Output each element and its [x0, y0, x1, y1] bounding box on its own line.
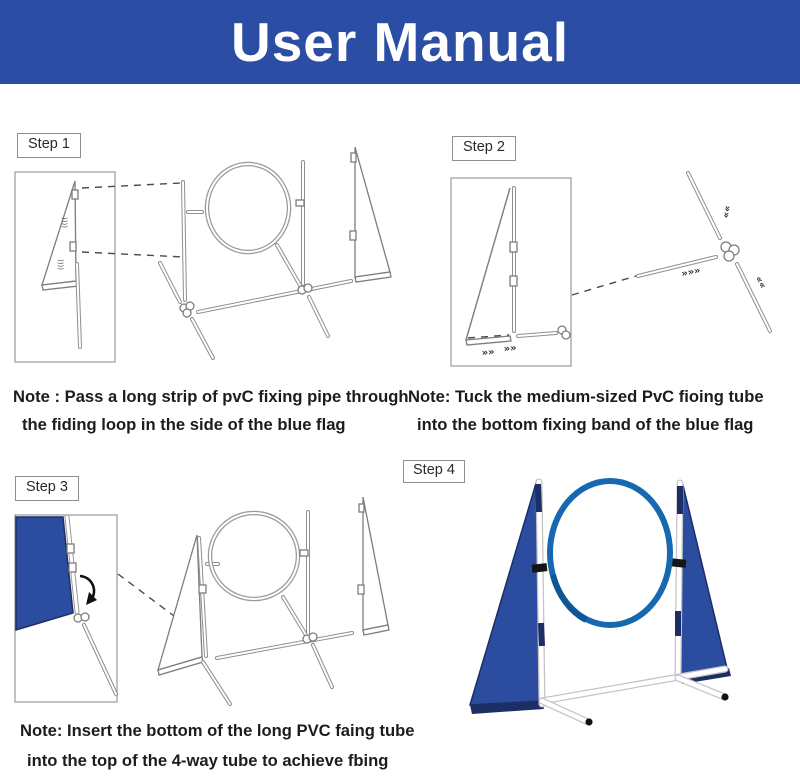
upright-base-drawing — [198, 162, 351, 336]
svg-text:»»: »» — [503, 342, 518, 355]
assembled-jump — [470, 480, 731, 726]
header-banner — [0, 0, 800, 84]
dashed-guide-line — [572, 276, 636, 295]
page-title: User Manual — [230, 10, 570, 73]
step1-illustration — [10, 140, 400, 380]
svg-text:((((: (((( — [61, 217, 69, 228]
tall-flag-drawing — [350, 147, 391, 282]
blue-hoop — [550, 481, 670, 625]
hoop-clamp-left — [532, 563, 548, 573]
step3-label: Step 3 — [26, 479, 68, 495]
four-way-connector-drawing — [688, 173, 770, 331]
step2-illustration — [430, 150, 800, 375]
svg-text:»»: »» — [481, 346, 496, 359]
step1-label: Step 1 — [28, 136, 70, 152]
left-blue-flag — [470, 480, 544, 714]
hoop-drawing — [207, 164, 289, 252]
step4-label: Step 4 — [413, 462, 455, 478]
blue-flag-detail — [16, 517, 116, 694]
svg-text:»»: »» — [719, 204, 733, 220]
assembly-drawing — [158, 497, 389, 704]
rotation-arrowhead — [86, 592, 97, 605]
svg-text:»»»: »»» — [680, 265, 702, 280]
step2-note: Note: Tuck the medium-sized PvC fioing tube into the bottom fixing band of the blue flag — [408, 387, 764, 434]
medium-tube-drawing — [638, 257, 716, 280]
foot-cap-right — [721, 693, 728, 700]
svg-text:««: «« — [752, 274, 769, 291]
svg-text:((((: (((( — [57, 259, 65, 270]
dashed-guide-lines — [82, 183, 183, 257]
hoop-clamp-right — [671, 558, 687, 568]
step4-illustration — [420, 468, 760, 738]
step1-note: Note : Pass a long strip of pvC fixing pipe through the fiding loop in the side of the blue flag — [13, 387, 409, 434]
right-blue-flag — [680, 481, 731, 684]
foot-cap-left — [585, 718, 592, 725]
flag-panel-drawing — [42, 181, 80, 347]
flag-with-pole-drawing — [466, 188, 570, 359]
step3-note: Note: Insert the bottom of the long PVC faing tube into the top of the 4-way tube to achieve fbing — [20, 721, 415, 770]
step2-label: Step 2 — [463, 139, 505, 155]
step3-illustration — [10, 490, 400, 715]
